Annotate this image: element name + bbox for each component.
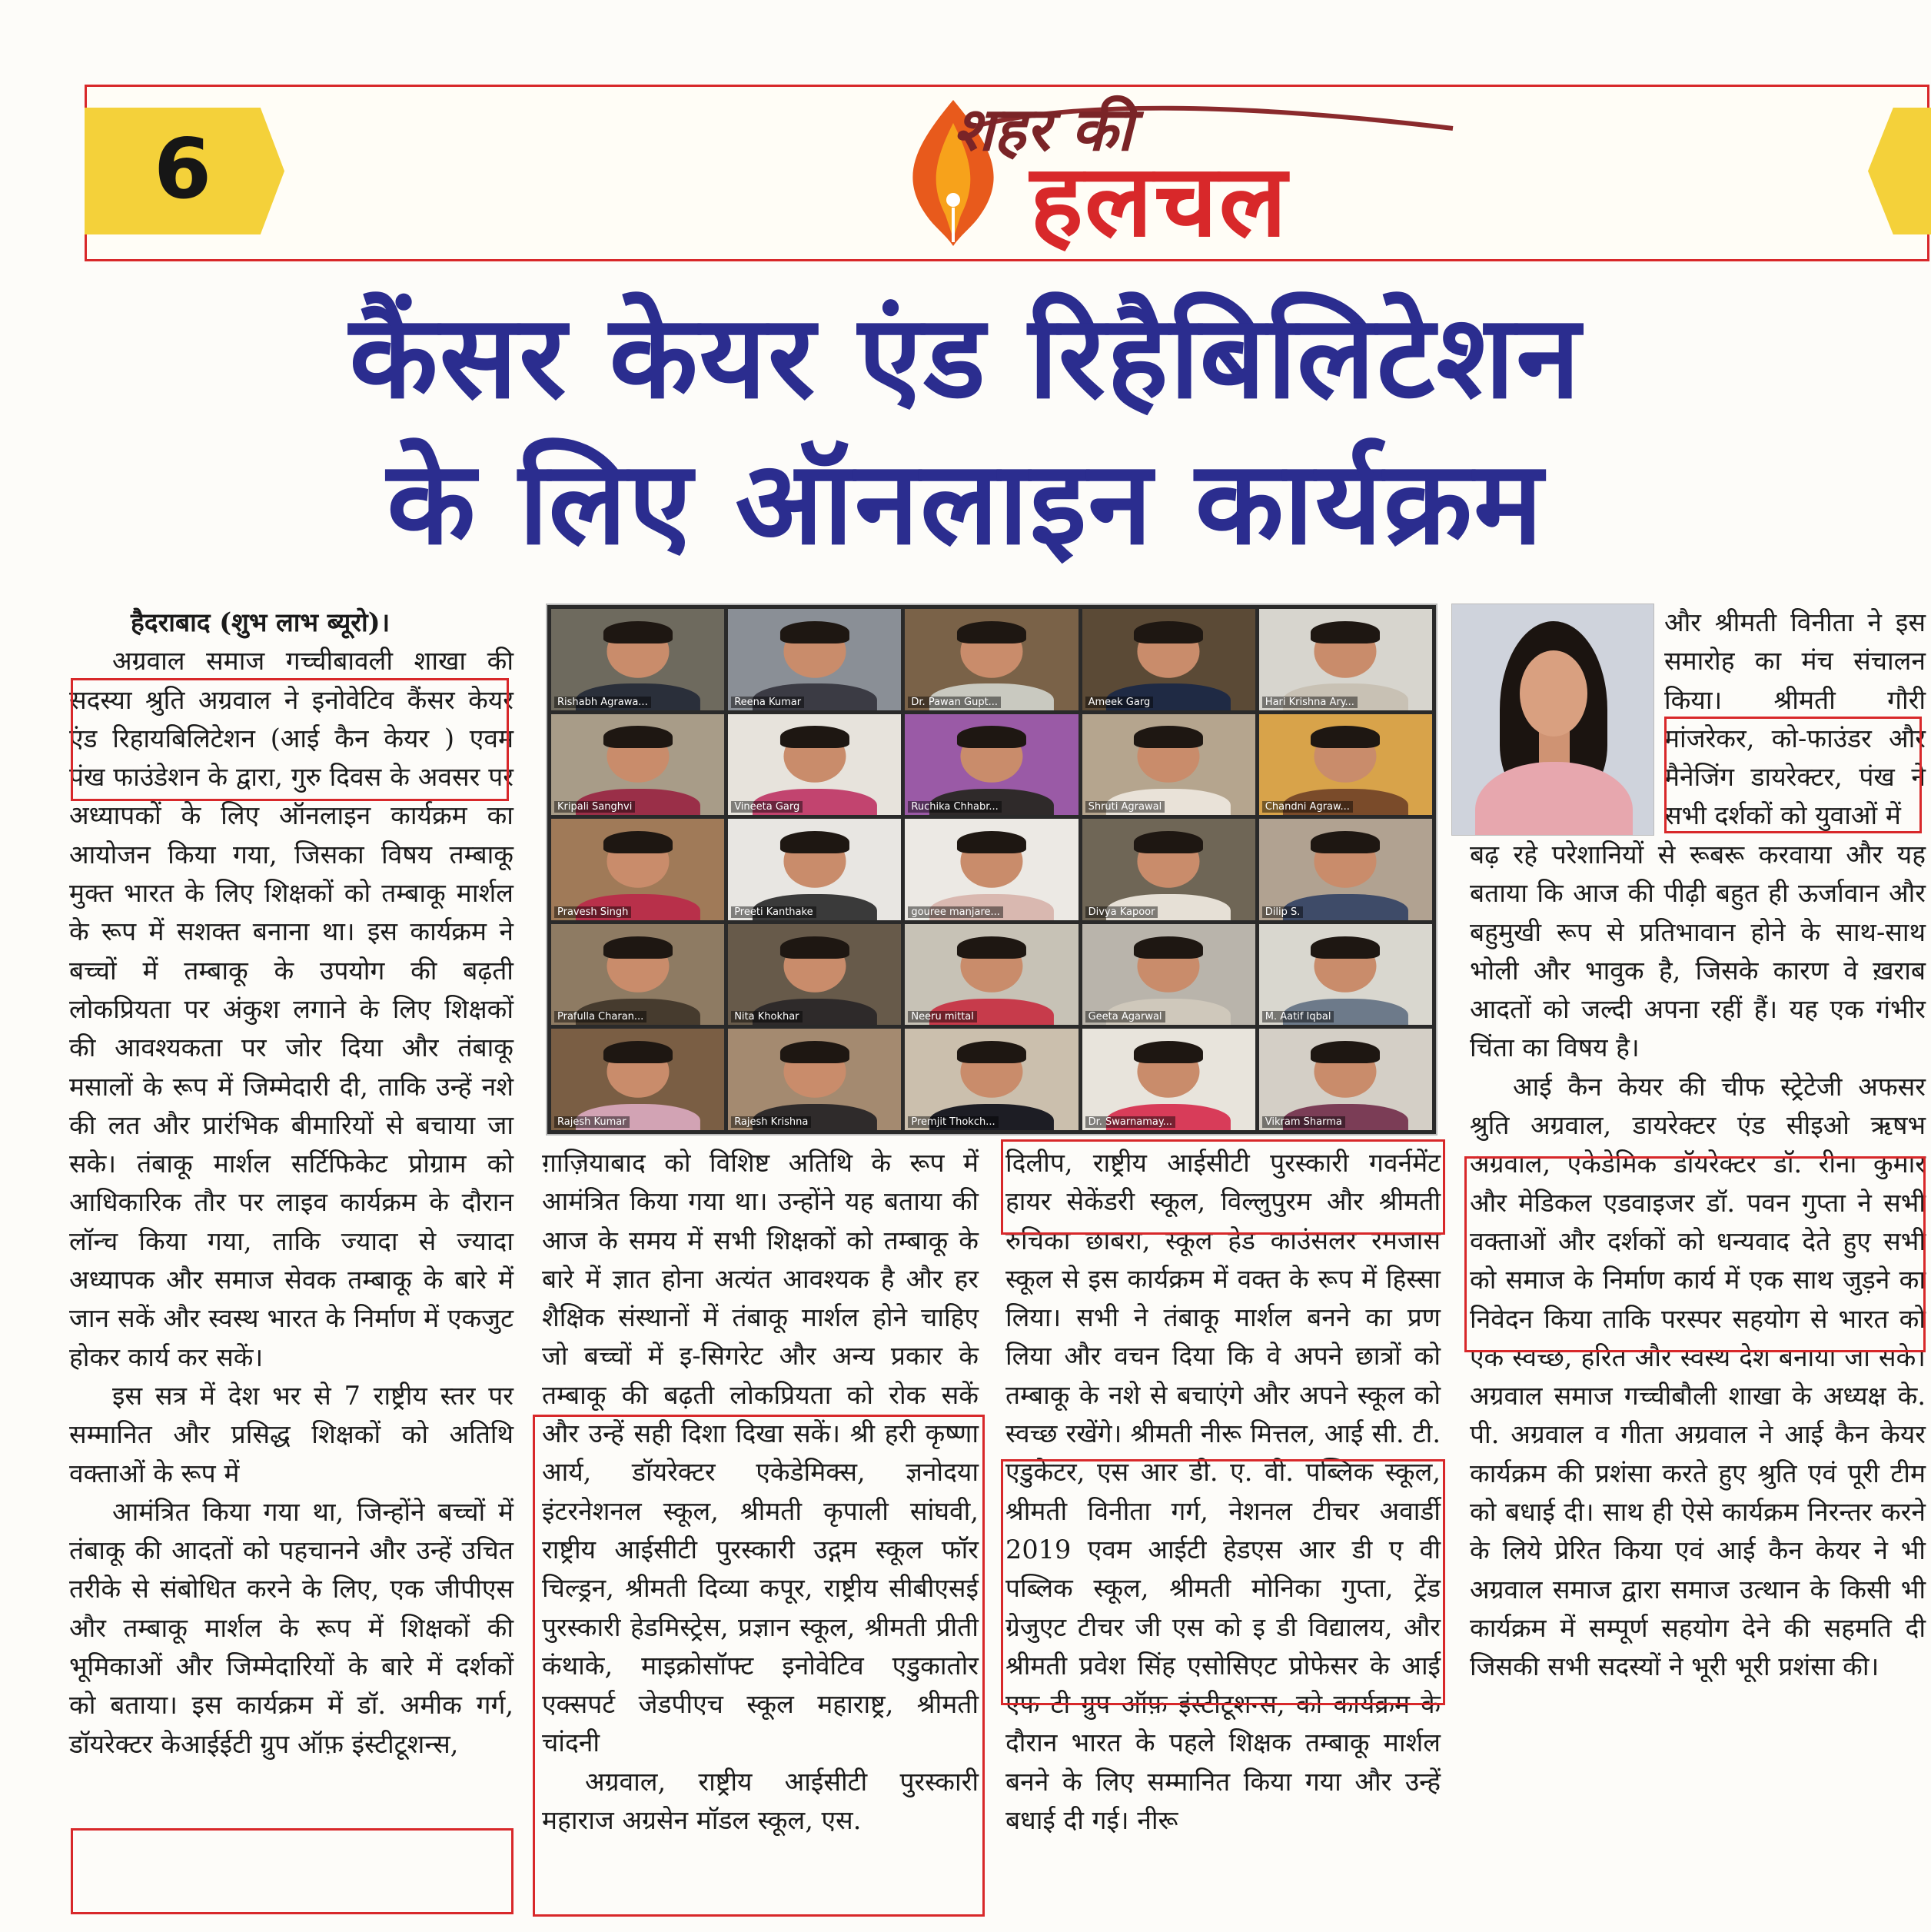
participant-tile — [905, 714, 1078, 816]
participant-name: Premjit Thokch... — [908, 1116, 998, 1128]
participant-tile — [728, 819, 901, 920]
participant-tile — [1259, 924, 1432, 1026]
paragraph: अग्रवाल समाज गच्चीबावली शाखा की सदस्या श्रुति अग्रवाल ने इनोवेटिव कैंसर केयर एंड रिहायबिलिटेशन (आई कैन केयर ) एवम पंख फाउंडेशन के द्वारा, गुरु दिवस के अवसर पर अध्यापकों के लिए ऑनलाइन कार्यक्रम का आयोजन किया गया, जिसका विषय तम्बाकू मुक्त भारत के लिए शिक्षकों को तम्बाकू मार्शल के रूप में सशक्त बनाना था। इस कार्यक्रम ने बच्चों में तम्बाकू के उपयोग की बढ़ती लोकप्रियता पर अंकुश लगाने के लिए शिक्षकों की आवश्यकता पर जोर दिया और तंबाकू मसालों के रूप में जिम्मेदारी दी, ताकि उन्हें नशे की लत और प्रारंभिक बीमारियों से बचाया जा सके। तंबाकू मार्शल सर्टिफिकेट प्रोग्राम को आधिकारिक तौर पर लाइव कार्यक्रम के दौरान लॉन्च किया गया, ताकि ज्यादा से ज्यादा अध्यापक और समाज सेवक तम्बाकू के बारे में जान सकें और स्वस्थ भारत के निर्माण में एकजुट होकर कार्य कर सकें। — [69, 646, 513, 1372]
paragraph: बढ़ रहे परेशानियों से रूबरू करवाया और यह बताया कि आज की पीढ़ी बहुत ही ऊर्जावान और बहुमुखी रूप से प्रतिभावान होने के साथ-साथ भोली और भावुक है, जिसके कारण वे ख़राब आदतों को जल्दी अपना रहीं हैं। यह एक गंभीर चिंता का विषय है। — [1470, 840, 1926, 1063]
participant-name: Reena Kumar — [731, 697, 804, 708]
participant-tile — [1259, 714, 1432, 816]
participant-tile — [905, 609, 1078, 710]
participant-tile — [728, 1029, 901, 1130]
participant-name: gouree manjare... — [908, 906, 1003, 918]
participant-name: Kripali Sanghvi — [554, 801, 635, 813]
paragraph: आमंत्रित किया गया था, जिन्होंने बच्चों में तंबाकू की आदतों को पहचानने और उन्हें उचित तरीके से संबोधित करने के लिए, एक जीपीएस और तम्बाकू मार्शल के रूप में शिक्षकों की भूमिकाओं और जिम्मेदारियों के बारे में दर्शकों को बताया। इस कार्यक्रम में डॉ. अमीक गर्ग, डॉयरेक्टर केआईईटी ग्रुप ऑफ़ इंस्टीटूशन्स, — [69, 1496, 513, 1759]
participant-tile — [1082, 714, 1255, 816]
brand-tagline: शहर की — [953, 95, 1133, 165]
participant-tile — [1082, 819, 1255, 920]
participant-name: Vikram Sharma — [1262, 1116, 1345, 1128]
headline-line-1: कैंसर केयर एंड रिहैबिलिटेशन — [349, 291, 1582, 424]
participant-tile — [1259, 819, 1432, 920]
participant-name: Pravesh Singh — [554, 906, 631, 918]
participant-tile — [905, 924, 1078, 1026]
participant-tile — [551, 714, 724, 816]
participant-name: Rajesh Kumar — [554, 1116, 630, 1128]
participant-tile — [551, 819, 724, 920]
participant-name: Divya Kapoor — [1085, 906, 1158, 918]
paragraph: आई कैन केयर की चीफ स्ट्रेटेजी अफसर श्रुति अग्रवाल, डायरेक्टर एंड सीइओ ऋषभ अग्रवाल, एकेडेमिक डॉयरेक्टर डॉ. रीना कुमार और मेडिकल एडवाइजर डॉ. पवन गुप्ता ने सभी वक्ताओं और दर्शकों को धन्यवाद देते हुए सभी को समाज के निर्माण कार्य में एक साथ जुड़ने का निवेदन किया ताकि परस्पर सहयोग से भारत को एक स्वच्छ, हरित और स्वस्थ देश बनाया जा सके। अग्रवाल समाज गच्चीबौली शाखा के अध्यक्ष के. पी. अग्रवाल व गीता अग्रवाल ने आई कैन केयर कार्यक्रम की प्रशंसा करते हुए श्रुति एवं पूरी टीम को बधाई दी। साथ ही ऐसे कार्यक्रम निरन्तर करने के लिये प्रेरित किया एवं आई कैन केयर ने भी अग्रवाल समाज द्वारा समाज उत्थान के किसी भी कार्यक्रम में सम्पूर्ण सहयोग देने की सहमति दी जिसकी सभी सदस्यों ने भूरी भूरी प्रशंसा की। — [1470, 1071, 1926, 1682]
participant-tile — [551, 609, 724, 710]
paragraph: इस सत्र में देश भर से 7 राष्ट्रीय स्तर पर सम्मानित और प्रसिद्ध शिक्षकों को अतिथि वक्ताओं के रूप में — [69, 1380, 513, 1488]
participant-name: Dr. Swarnamay... — [1085, 1116, 1175, 1128]
brand-name: हलचल — [1030, 142, 1288, 259]
participant-name: Chandni Agraw... — [1262, 801, 1353, 813]
video-call-collage-photo — [546, 604, 1437, 1136]
participant-tile — [1082, 1029, 1255, 1130]
participant-name: Neeru mittal — [908, 1011, 977, 1023]
participant-name: Dr. Pawan Gupt... — [908, 697, 1001, 708]
speaker-portrait-photo — [1451, 604, 1654, 836]
highlight-box — [1664, 717, 1922, 833]
participant-name: Dilip S. — [1262, 906, 1304, 918]
participant-tile — [728, 714, 901, 816]
participant-name: M. Aatif Iqbal — [1262, 1011, 1334, 1023]
participant-name: Geeta Agarwal — [1085, 1011, 1165, 1023]
participant-name: Nita Khokhar — [731, 1011, 802, 1023]
participant-name: Ruchika Chhabr... — [908, 801, 1001, 813]
participant-name: Ameek Garg — [1085, 697, 1154, 708]
dateline: हैदराबाद (शुभ लाभ ब्यूरो)। — [131, 607, 391, 637]
highlight-box — [1001, 1459, 1445, 1705]
participant-name: Preeti Kanthake — [731, 906, 816, 918]
participant-name: Hari Krishna Ary... — [1262, 697, 1358, 708]
participant-tile — [905, 1029, 1078, 1130]
participant-tile — [1082, 609, 1255, 710]
participant-tile — [728, 609, 901, 710]
participant-name: Shruti Agrawal — [1085, 801, 1165, 813]
participant-tile — [551, 924, 724, 1026]
participant-tile — [728, 924, 901, 1026]
highlight-box — [1001, 1139, 1445, 1235]
paragraph: ग़ाज़ियाबाद को विशिष्ट अतिथि के रूप में आमंत्रित किया गया था। उन्होंने यह बताया की आज के समय में सभी शिक्षकों को तम्बाकू के बारे में ज्ञात होना अत्यंत आवश्यक है और हर शैक्षिक संस्थानों में तंबाकू मार्शल होने चाहिए जो बच्चों में इ-सिगरेट और अन्य प्रकार के तम्बाकू की बढ़ती लोकप्रियता को रोक सकें और उन्हें सही दिशा दिखा सकें। श्री हरी कृष्णा आर्य, डॉयरेक्टर एकेडेमिक्स, ज्ञनोदया इंटरनेशनल स्कूल, श्रीमती कृपाली सांघवी, राष्ट्रीय आईसीटी पुरस्कारी उद्गम स्कूल फॉर चिल्ड्रन, श्रीमती दिव्या कपूर, राष्ट्रीय सीबीएसई पुरस्कारी हेडमिस्ट्रेस, प्रज्ञान स्कूल, श्रीमती प्रीती कंथाके, माइक्रोसॉफ्ट इनोवेटिव एडुकातोर एक्सपर्ट जेडपीएच स्कूल महाराष्ट्र, श्रीमती चांदनी — [542, 1148, 979, 1758]
highlight-box — [533, 1415, 985, 1917]
participant-tile — [1082, 924, 1255, 1026]
participant-tile — [1259, 609, 1432, 710]
highlight-box — [71, 678, 509, 801]
highlight-box — [1464, 1156, 1926, 1352]
paragraph: दिलीप, राष्ट्रीय आईसीटी पुरस्कारी गवर्नमेंट हायर सेकेंडरी स्कूल, विल्लुपुरम और श्रीमती रुचिका छाबरा, स्कूल हेड काउंसलर रमजास स्कूल से इस कार्यक्रम में वक्त के रूप में हिस्सा लिया। सभी ने तंबाकू मार्शल बनने का प्रण लिया और वचन दिया कि वे अपने छात्रों को तम्बाकू के नशे से बचाएंगे और अपने स्कूल को स्वच्छ रखेंगे। श्रीमती नीरू मित्तल, आई सी. टी. एडुकेटर, एस आर डी. ए. वी. पब्लिक स्कूल, श्रीमती विनीता गर्ग, नेशनल टीचर अवार्डी 2019 एवम आईटी हेडएस आर डी ए वी पब्लिक स्कूल, श्रीमती मोनिका गुप्ता, ट्रेंड ग्रेजुएट टीचर जी एस को इ डी विद्यालय, और श्रीमती प्रवेश सिंह एसोसिएट प्रोफेसर के आई एफ टी ग्रुप ऑफ़ इंस्टीटूशन्स, को कार्यक्रम के दौरान भारत के पहले शिक्षक तम्बाकू मार्शल बनने के लिए सम्मानित किया गया और उन्हें बधाई दी गई। नीरू — [1005, 1148, 1441, 1836]
paragraph: और श्रीमती विनीता ने इस समारोह का मंच संचालन किया। श्रीमती गौरी मांजरेकर, को-फाउंडर और मैनेजिंग डायरेक्टर, पंख ने सभी दर्शकों को युवाओं में — [1664, 607, 1926, 831]
participant-name: Vineeta Garg — [731, 801, 803, 813]
page-number: 6 — [154, 121, 212, 218]
participant-tile — [551, 1029, 724, 1130]
participant-tile — [1259, 1029, 1432, 1130]
headline-line-2: के लिए ऑनलाइन कार्यक्रम — [387, 437, 1544, 570]
paragraph: अग्रवाल, राष्ट्रीय आईसीटी पुरस्कारी महाराज अग्रसेन मॉडल स्कूल, एस. — [542, 1766, 979, 1836]
participant-name: Prafulla Charan... — [554, 1011, 646, 1023]
participant-name: Rishabh Agrawa... — [554, 697, 651, 708]
participant-name: Rajesh Krishna — [731, 1116, 811, 1128]
highlight-box — [71, 1828, 513, 1914]
participant-tile — [905, 819, 1078, 920]
